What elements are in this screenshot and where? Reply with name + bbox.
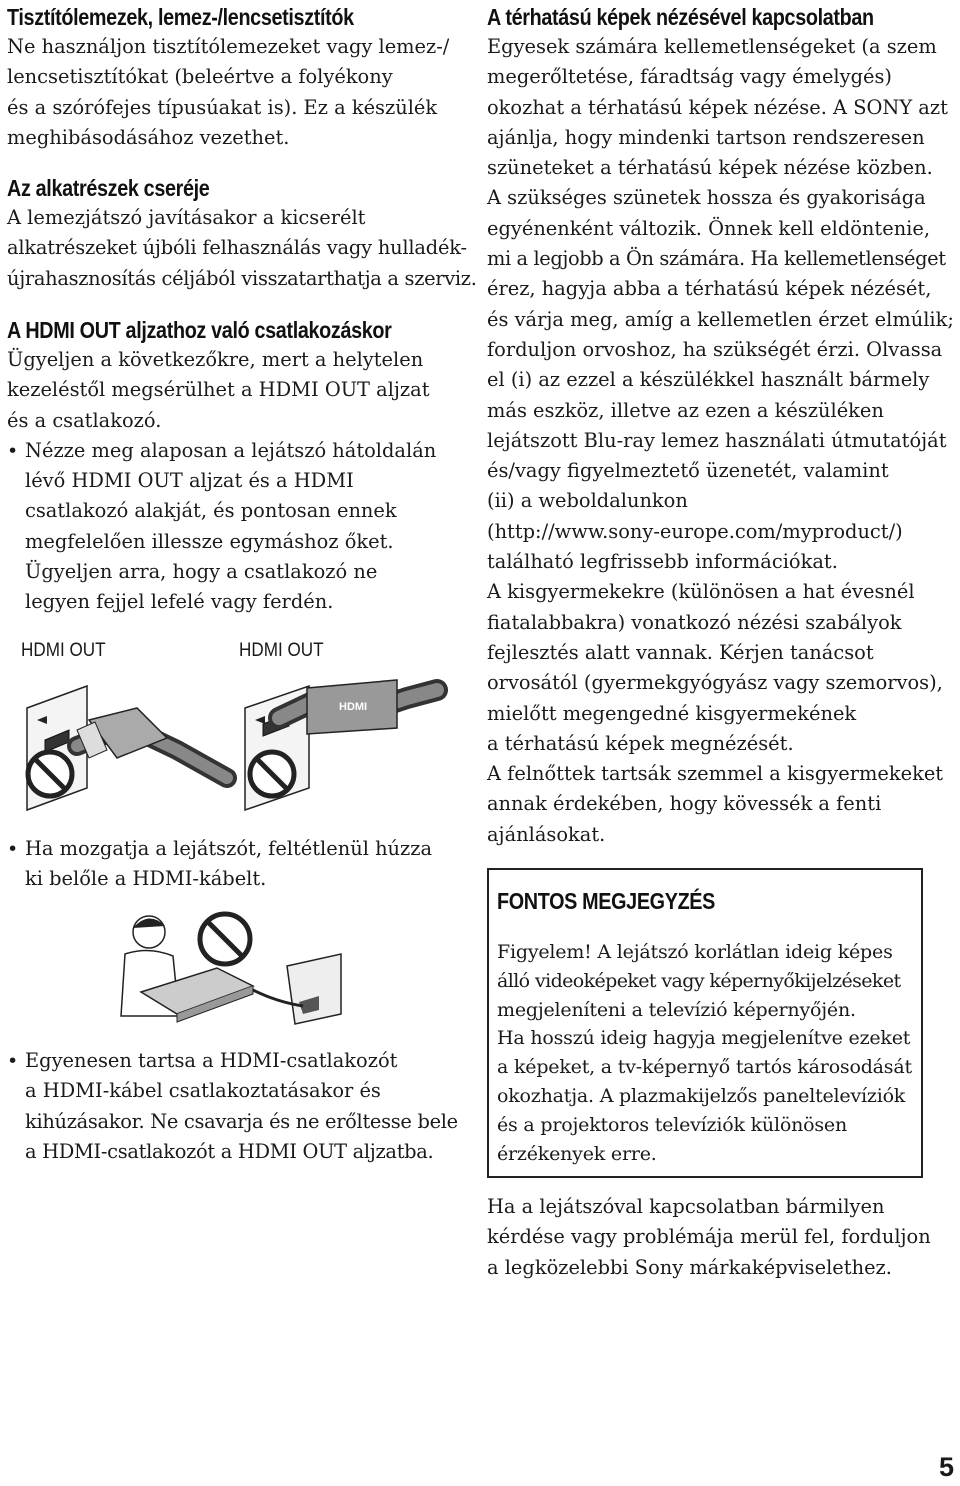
- text-line: Figyelem! A lejátszó korlátlan ideig képes: [497, 941, 893, 963]
- heading-important-notice: FONTOS MEGJEGYZÉS: [497, 888, 716, 914]
- text-line: el (i) az ezzel a készülékkel használt bármely: [487, 368, 930, 392]
- text-line: megfelelően illessze egymáshoz őket.: [25, 529, 394, 553]
- text-line: egyénenként változik. Önnek kell eldöntenie,: [487, 216, 931, 240]
- text-line: • Egyenesen tartsa a HDMI-csatlakozót: [25, 1049, 398, 1072]
- section-hdmi-connection: [7, 315, 459, 618]
- text-line: Egyesek számára kellemetlenségeket (a szem: [487, 35, 937, 58]
- text-line: kérdése vagy problémája merül fel, forduljon: [487, 1225, 931, 1249]
- text-line: A kisgyermekekre (különösen a hat évesnél: [487, 580, 915, 604]
- text-line: Ha a lejátszóval kapcsolatban bármilyen: [487, 1195, 885, 1218]
- heading-cleaning-discs: Tisztítólemezek, lemez-/lencsetisztítók: [7, 4, 354, 30]
- text-line: lejátszott Blu-ray lemez használati útmutatóját: [487, 428, 947, 452]
- text-line: megjeleníteni a televízió képernyőjén.: [497, 998, 856, 1021]
- cleaning-discs-text: [7, 32, 459, 153]
- text-line: lencsetisztítókat (beleértve a folyékony: [7, 65, 393, 89]
- text-line: (http://www.sony-europe.com/myproduct/): [487, 519, 903, 543]
- text-line: alkatrészeket újbóli felhasználás vagy hulladék-: [7, 236, 467, 260]
- section-3d-viewing: [487, 2, 954, 850]
- text-line: (ii) a weboldalunkon: [487, 489, 688, 513]
- 3d-viewing-text: [487, 32, 954, 850]
- text-line: meghibásodásához vezethet.: [7, 125, 290, 149]
- hdmi-out-label-left: HDMI OUT: [21, 640, 106, 661]
- prohibited-icon-left: [28, 752, 72, 796]
- page-number: 5: [938, 1452, 954, 1482]
- important-notice-text: [497, 938, 912, 1168]
- parts-replacement-text: [7, 203, 477, 294]
- text-line: mi a legjobb a Ön számára. Ha kellemetlenséget: [487, 247, 946, 271]
- text-line: A felnőttek tartsák szemmel a kisgyermekeket: [487, 762, 944, 786]
- prohibited-icon-right: [250, 752, 294, 796]
- bullet-straight-connector: [7, 1046, 458, 1167]
- text-line: érez, hagyja abba a térhatású képek nézését,: [487, 277, 932, 301]
- text-line: és várja meg, amíg a kellemetlen érzet elmúlik;: [487, 307, 954, 331]
- hdmi-out-label-right: HDMI OUT: [239, 640, 324, 661]
- text-line: annak érdekében, hogy kövessék a fenti: [487, 792, 882, 816]
- text-line: a HDMI-csatlakozót a HDMI OUT aljzatba.: [25, 1139, 434, 1163]
- text-line: a képeket, a tv-képernyő tartós károsodását: [497, 1056, 912, 1079]
- text-line: újrahasznosítás céljából visszatarthatja a szerviz.: [7, 266, 477, 290]
- text-line: a térhatású képek megnézését.: [487, 731, 794, 755]
- text-line: más eszköz, illetve az ezen a készüléken: [487, 398, 884, 422]
- text-line: okozhat a térhatású képek nézése. A SONY azt: [487, 95, 948, 119]
- hdmi-intro-text: [7, 345, 459, 436]
- text-line: lévő HDMI OUT aljzat és a HDMI: [25, 469, 354, 493]
- text-line: érzékenyek erre.: [497, 1142, 657, 1165]
- text-line: Ügyeljen arra, hogy a csatlakozó ne: [25, 560, 378, 584]
- text-line: ki belőle a HDMI-kábelt.: [25, 867, 267, 891]
- text-line: kihúzásakor. Ne csavarja és ne erőltesse bele: [25, 1109, 458, 1133]
- text-line: forduljon orvoshoz, ha szükségét érzi. Olvassa: [487, 337, 943, 361]
- important-notice-box: [487, 868, 923, 1178]
- section-cleaning-discs: [7, 2, 459, 153]
- moving-player-illustration: [107, 906, 347, 1036]
- heading-3d-viewing: A térhatású képek nézésével kapcsolatban: [487, 4, 874, 30]
- text-line: Ha hosszú ideig hagyja megjelenítve ezeket: [497, 1027, 911, 1050]
- plug-hdmi-text: HDMI: [339, 701, 368, 713]
- text-line: mielőtt megengedné kisgyermekének: [487, 701, 857, 725]
- tv-back-icon: [287, 954, 341, 1024]
- text-line: ajánlásokat.: [487, 822, 606, 846]
- heading-hdmi-connection: A HDMI OUT aljzathoz való csatlakozáskor: [7, 317, 392, 343]
- text-line: • Ha mozgatja a lejátszót, feltétlenül húzza: [25, 837, 433, 860]
- text-line: kezeléstől megsérülhet a HDMI OUT aljzat: [7, 378, 430, 402]
- bullet-unplug-when-moving: [7, 834, 432, 895]
- text-line: a legközelebbi Sony márkaképviselethez.: [487, 1255, 892, 1279]
- text-line: A lemezjátszó javításakor a kicserélt: [7, 206, 366, 229]
- text-line: okozhatja. A plazmakijelzős paneltelevíziók: [497, 1084, 906, 1107]
- closing-text: [487, 1192, 931, 1283]
- text-line: fejlesztés alatt vannak. Kérjen tanácsot: [487, 640, 874, 664]
- text-line: Ne használjon tisztítólemezeket vagy lemez-/: [7, 35, 450, 58]
- bullet-check-shape: [7, 436, 459, 618]
- prohibited-icon-moving: [200, 914, 250, 964]
- text-line: megerőltetése, fáradtság vagy émelygés): [487, 65, 892, 89]
- text-line: szüneteket a térhatású képek nézése közben.: [487, 156, 933, 180]
- text-line: és a szórófejes típusúakat is). Ez a készülék: [7, 95, 438, 119]
- text-line: ajánlja, hogy mindenki tartson rendszeresen: [487, 125, 925, 149]
- text-line: csatlakozó alakját, és pontosan ennek: [25, 499, 397, 523]
- text-line: A szükséges szünetek hossza és gyakorisága: [487, 186, 926, 210]
- text-line: és a projektoros televíziók különösen: [497, 1113, 847, 1136]
- text-line: orvosától (gyermekgyógyász vagy szemorvos),: [487, 671, 943, 695]
- text-line: a HDMI-kábel csatlakoztatásakor és: [25, 1079, 381, 1103]
- text-line: található legfrissebb információkat.: [487, 550, 838, 574]
- text-line: álló videoképeket vagy képernyőkijelzéseket: [497, 969, 901, 992]
- section-parts-replacement: [7, 173, 477, 294]
- heading-parts-replacement: Az alkatrészek cseréje: [7, 175, 210, 201]
- hdmi-connector-illustration: [17, 668, 457, 818]
- text-line: legyen fejjel lefelé vagy ferdén.: [25, 590, 334, 614]
- text-line: és a csatlakozó.: [7, 408, 162, 432]
- text-line: és/vagy figyelmeztető üzenetét, valamint: [487, 459, 889, 483]
- text-line: • Nézze meg alaposan a lejátszó hátoldalán: [25, 438, 437, 462]
- text-line: fiatalabbakra) vonatkozó nézési szabályok: [487, 610, 902, 634]
- text-line: Ügyeljen a következőkre, mert a helytelen: [7, 348, 424, 371]
